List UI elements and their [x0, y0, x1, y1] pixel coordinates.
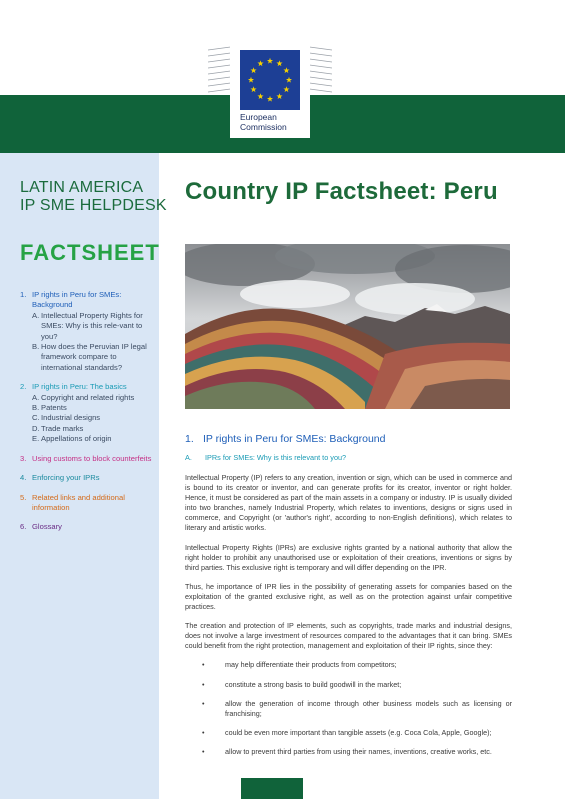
toc-sub-letter: E.: [32, 434, 40, 444]
list-item-text: allow to prevent third parties from using their names, inventions, creative works, etc.: [225, 746, 492, 756]
toc-label: Using customs to block counterfeits: [32, 453, 152, 463]
toc-label: Related links and additional information: [32, 492, 125, 512]
toc-sub-label: Trade marks: [41, 423, 84, 433]
bullet-icon: •: [202, 698, 205, 708]
star-icon: [283, 67, 289, 73]
footer-tab: [241, 778, 303, 799]
table-of-contents: [20, 290, 152, 542]
helpdesk-title-line1: LATIN AMERICA: [20, 179, 144, 196]
logo-text: [240, 112, 310, 132]
list-item-text: constitute a strong basis to build goodwill in the market;: [225, 679, 402, 689]
toc-sub-item[interactable]: [20, 434, 152, 444]
toc-number: 4.: [20, 473, 27, 483]
subsection-letter: A.: [185, 453, 192, 462]
rainbow-mountain-photo: [185, 244, 510, 409]
toc-sub-letter: B.: [32, 342, 40, 352]
toc-sub-item[interactable]: [20, 413, 152, 423]
toc-sub-item[interactable]: [20, 424, 152, 434]
toc-sub-letter: A.: [32, 392, 40, 402]
toc-sub-label: Industrial designs: [41, 413, 101, 423]
section-number: 1.: [185, 433, 194, 445]
eu-stars: [240, 50, 300, 110]
list-item: [185, 728, 512, 738]
list-item-text: may help differentiate their products from competitors;: [225, 660, 397, 670]
bullet-icon: •: [202, 660, 205, 670]
toc-section-4[interactable]: [20, 473, 152, 483]
star-icon: [276, 93, 282, 99]
toc-sub-letter: B.: [32, 403, 40, 413]
star-icon: [267, 96, 273, 102]
benefits-list: [185, 660, 512, 757]
toc-number: 3.: [20, 453, 27, 463]
toc-section-6[interactable]: [20, 522, 152, 532]
toc-sub-letter: A.: [32, 310, 40, 320]
bullet-icon: •: [202, 679, 205, 689]
list-item-text: could be even more important than tangible assets (e.g. Coca Cola, Apple, Google);: [225, 727, 492, 737]
toc-sub-label: Intellectual Property Rights for SMEs: Why is this rele-vant to you?: [41, 310, 143, 341]
toc-sub-letter: D.: [32, 423, 40, 433]
page-title: Country IP Factsheet: Peru: [185, 178, 498, 205]
star-icon: [257, 60, 263, 66]
toc-number: 5.: [20, 492, 27, 502]
star-icon: [251, 67, 257, 73]
star-icon: [267, 58, 273, 64]
toc-section-2[interactable]: [20, 382, 152, 444]
section-title: IP rights in Peru for SMEs: Background: [203, 433, 386, 445]
logo-text-line2: Commission: [240, 122, 287, 132]
list-item-text: allow the generation of income through other business models such as licensing or franchising;: [225, 698, 512, 718]
toc-number: 6.: [20, 522, 27, 532]
toc-sub-label: How does the Peruvian IP legal framework compare to international standards?: [41, 342, 147, 372]
toc-number: 1.: [20, 290, 27, 299]
star-icon: [286, 77, 292, 83]
list-item: [185, 747, 512, 757]
subsection-title: IPRs for SMEs: Why is this relevant to you?: [205, 453, 347, 462]
toc-section-1[interactable]: [20, 290, 152, 373]
bullet-icon: •: [202, 727, 205, 737]
star-icon: [276, 60, 282, 66]
toc-label: IP rights in Peru for SMEs: Background: [32, 290, 122, 310]
body-text: [185, 473, 512, 766]
paragraph: The creation and protection of IP elements, such as copyrights, trade marks and industrial designs, does not involve a large investment of resources compared to the advantages that it can bring. SMEs could benefit from the right protection, management and exploitation of their IP rights, since they:: [185, 621, 512, 651]
toc-section-3[interactable]: [20, 454, 152, 464]
paragraph: Thus, he importance of IPR lies in the possibility of generating assets for companies based on the exploitation of the granted exclusive right, as well as on the protection against unfair competitive practices.: [185, 581, 512, 612]
toc-sub-label: Copyright and related rights: [41, 392, 135, 402]
toc-label: IP rights in Peru: The basics: [32, 382, 127, 392]
eu-flag-icon: [240, 50, 300, 110]
star-icon: [248, 77, 254, 83]
logo-text-line1: European: [240, 112, 277, 122]
toc-sub-item[interactable]: [20, 403, 152, 413]
landscape-image: [185, 244, 510, 409]
european-commission-logo: [208, 16, 328, 132]
list-item: [185, 699, 512, 719]
toc-sub-item[interactable]: [20, 342, 152, 373]
toc-sub-label: Patents: [41, 403, 67, 413]
paragraph: Intellectual Property (IP) refers to any creation, invention or sign, which can be used in commerce and is bound to its creator or inventor, and can generate profits for its creator, inventor or right holder. Hence, it must be considered as part of the main assets in a company or industry. IP is usually divided into two branches, namely Industrial Property, which relates to inventions, designs or signs used in commerce, and Copyright (or 'author's right', according to non-English definitions), which relates to literary and artistic works.: [185, 473, 512, 533]
toc-sub-letter: C.: [32, 413, 40, 423]
star-icon: [257, 93, 263, 99]
factsheet-label: FACTSHEET: [20, 240, 160, 265]
toc-number: 2.: [20, 382, 27, 392]
list-item: [185, 660, 512, 670]
helpdesk-title-line2: IP SME HELPDESK: [20, 197, 167, 214]
toc-label: Glossary: [32, 522, 62, 532]
paragraph: Intellectual Property Rights (IPRs) are exclusive rights granted by a national authority that allow the right holder to prohibit any unauthorised use or exploitation of their creations, inventions or signs by third parties. This exclusive right is temporary and will differ depending on the IPR.: [185, 542, 512, 572]
toc-sub-item[interactable]: [20, 311, 152, 342]
bullet-icon: •: [202, 746, 205, 756]
toc-section-5[interactable]: [20, 493, 152, 514]
subsection-heading: [185, 453, 346, 462]
list-item: [185, 680, 512, 690]
star-icon: [283, 86, 289, 92]
toc-label: Enforcing your IPRs: [32, 473, 100, 483]
section-heading: [185, 433, 385, 445]
toc-sub-item[interactable]: [20, 393, 152, 403]
star-icon: [251, 86, 257, 92]
toc-sub-label: Appellations of origin: [41, 434, 112, 444]
